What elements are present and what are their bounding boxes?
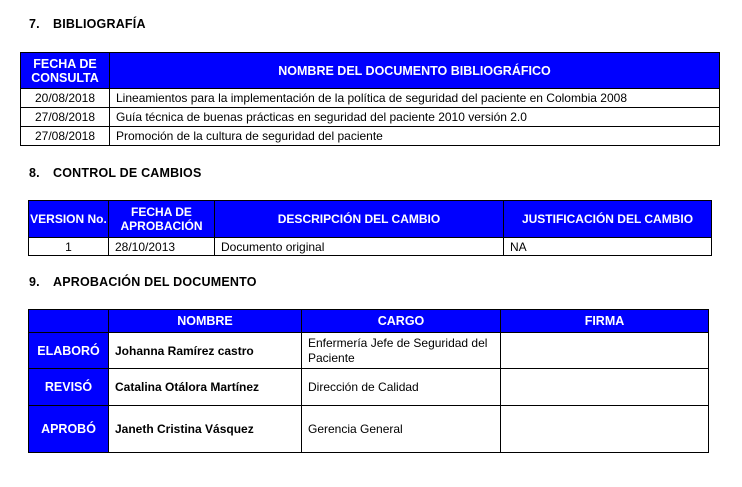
- table-row: [21, 127, 720, 146]
- cell-version: 1: [29, 238, 109, 256]
- cell-cargo: Gerencia General: [302, 406, 501, 453]
- table-row-elaboro: [29, 333, 709, 369]
- cell-firma: [501, 406, 709, 453]
- section-title-text: BIBLIOGRAFÍA: [53, 17, 146, 31]
- cell-firma: [501, 369, 709, 406]
- section-title-text: APROBACIÓN DEL DOCUMENTO: [53, 275, 257, 289]
- cell-nombre: Lineamientos para la implementación de la política de seguridad del paciente en Colombia 2008: [110, 89, 720, 108]
- cell-fecha: 27/08/2018: [21, 127, 110, 146]
- header-fecha-consulta: FECHA DE CONSULTA: [21, 53, 110, 89]
- header-nombre-documento: NOMBRE DEL DOCUMENTO BIBLIOGRÁFICO: [110, 53, 720, 89]
- cell-descripcion: Documento original: [215, 238, 504, 256]
- table-row: [21, 89, 720, 108]
- cell-fecha: 28/10/2013: [109, 238, 215, 256]
- section-title-text: CONTROL DE CAMBIOS: [53, 166, 202, 180]
- bibliografia-table: [20, 52, 720, 146]
- role-aprobo: APROBÓ: [29, 406, 109, 453]
- role-reviso: REVISÓ: [29, 369, 109, 406]
- cell-nombre: Guía técnica de buenas prácticas en seguridad del paciente 2010 versión 2.0: [110, 108, 720, 127]
- cell-fecha: 20/08/2018: [21, 89, 110, 108]
- section-title-control: [29, 166, 202, 180]
- control-cambios-table: [28, 200, 712, 256]
- header-descripcion: DESCRIPCIÓN DEL CAMBIO: [215, 201, 504, 238]
- header-firma: FIRMA: [501, 310, 709, 333]
- aprobacion-table: [28, 309, 709, 453]
- section-title-bibliografia: [29, 17, 146, 31]
- table-header-row: [29, 310, 709, 333]
- header-fecha-aprobacion: FECHA DE APROBACIÓN: [109, 201, 215, 238]
- section-number: 7.: [29, 17, 40, 31]
- section-title-aprobacion: [29, 275, 257, 289]
- cell-justificacion: NA: [504, 238, 712, 256]
- cell-nombre: Janeth Cristina Vásquez: [109, 406, 302, 453]
- cell-firma: [501, 333, 709, 369]
- cell-nombre: Promoción de la cultura de seguridad del paciente: [110, 127, 720, 146]
- section-number: 9.: [29, 275, 40, 289]
- header-cargo: CARGO: [302, 310, 501, 333]
- cell-cargo: Dirección de Calidad: [302, 369, 501, 406]
- table-header-row: [21, 53, 720, 89]
- header-corner: [29, 310, 109, 333]
- header-nombre: NOMBRE: [109, 310, 302, 333]
- cell-nombre: Catalina Otálora Martínez: [109, 369, 302, 406]
- cell-fecha: 27/08/2018: [21, 108, 110, 127]
- role-elaboro: ELABORÓ: [29, 333, 109, 369]
- table-row: [21, 108, 720, 127]
- table-row-aprobo: [29, 406, 709, 453]
- cell-cargo: Enfermería Jefe de Seguridad del Paciente: [302, 333, 501, 369]
- table-row-reviso: [29, 369, 709, 406]
- header-version: VERSION No.: [29, 201, 109, 238]
- cell-nombre: Johanna Ramírez castro: [109, 333, 302, 369]
- table-header-row: [29, 201, 712, 238]
- header-justificacion: JUSTIFICACIÓN DEL CAMBIO: [504, 201, 712, 238]
- section-number: 8.: [29, 166, 40, 180]
- table-row: [29, 238, 712, 256]
